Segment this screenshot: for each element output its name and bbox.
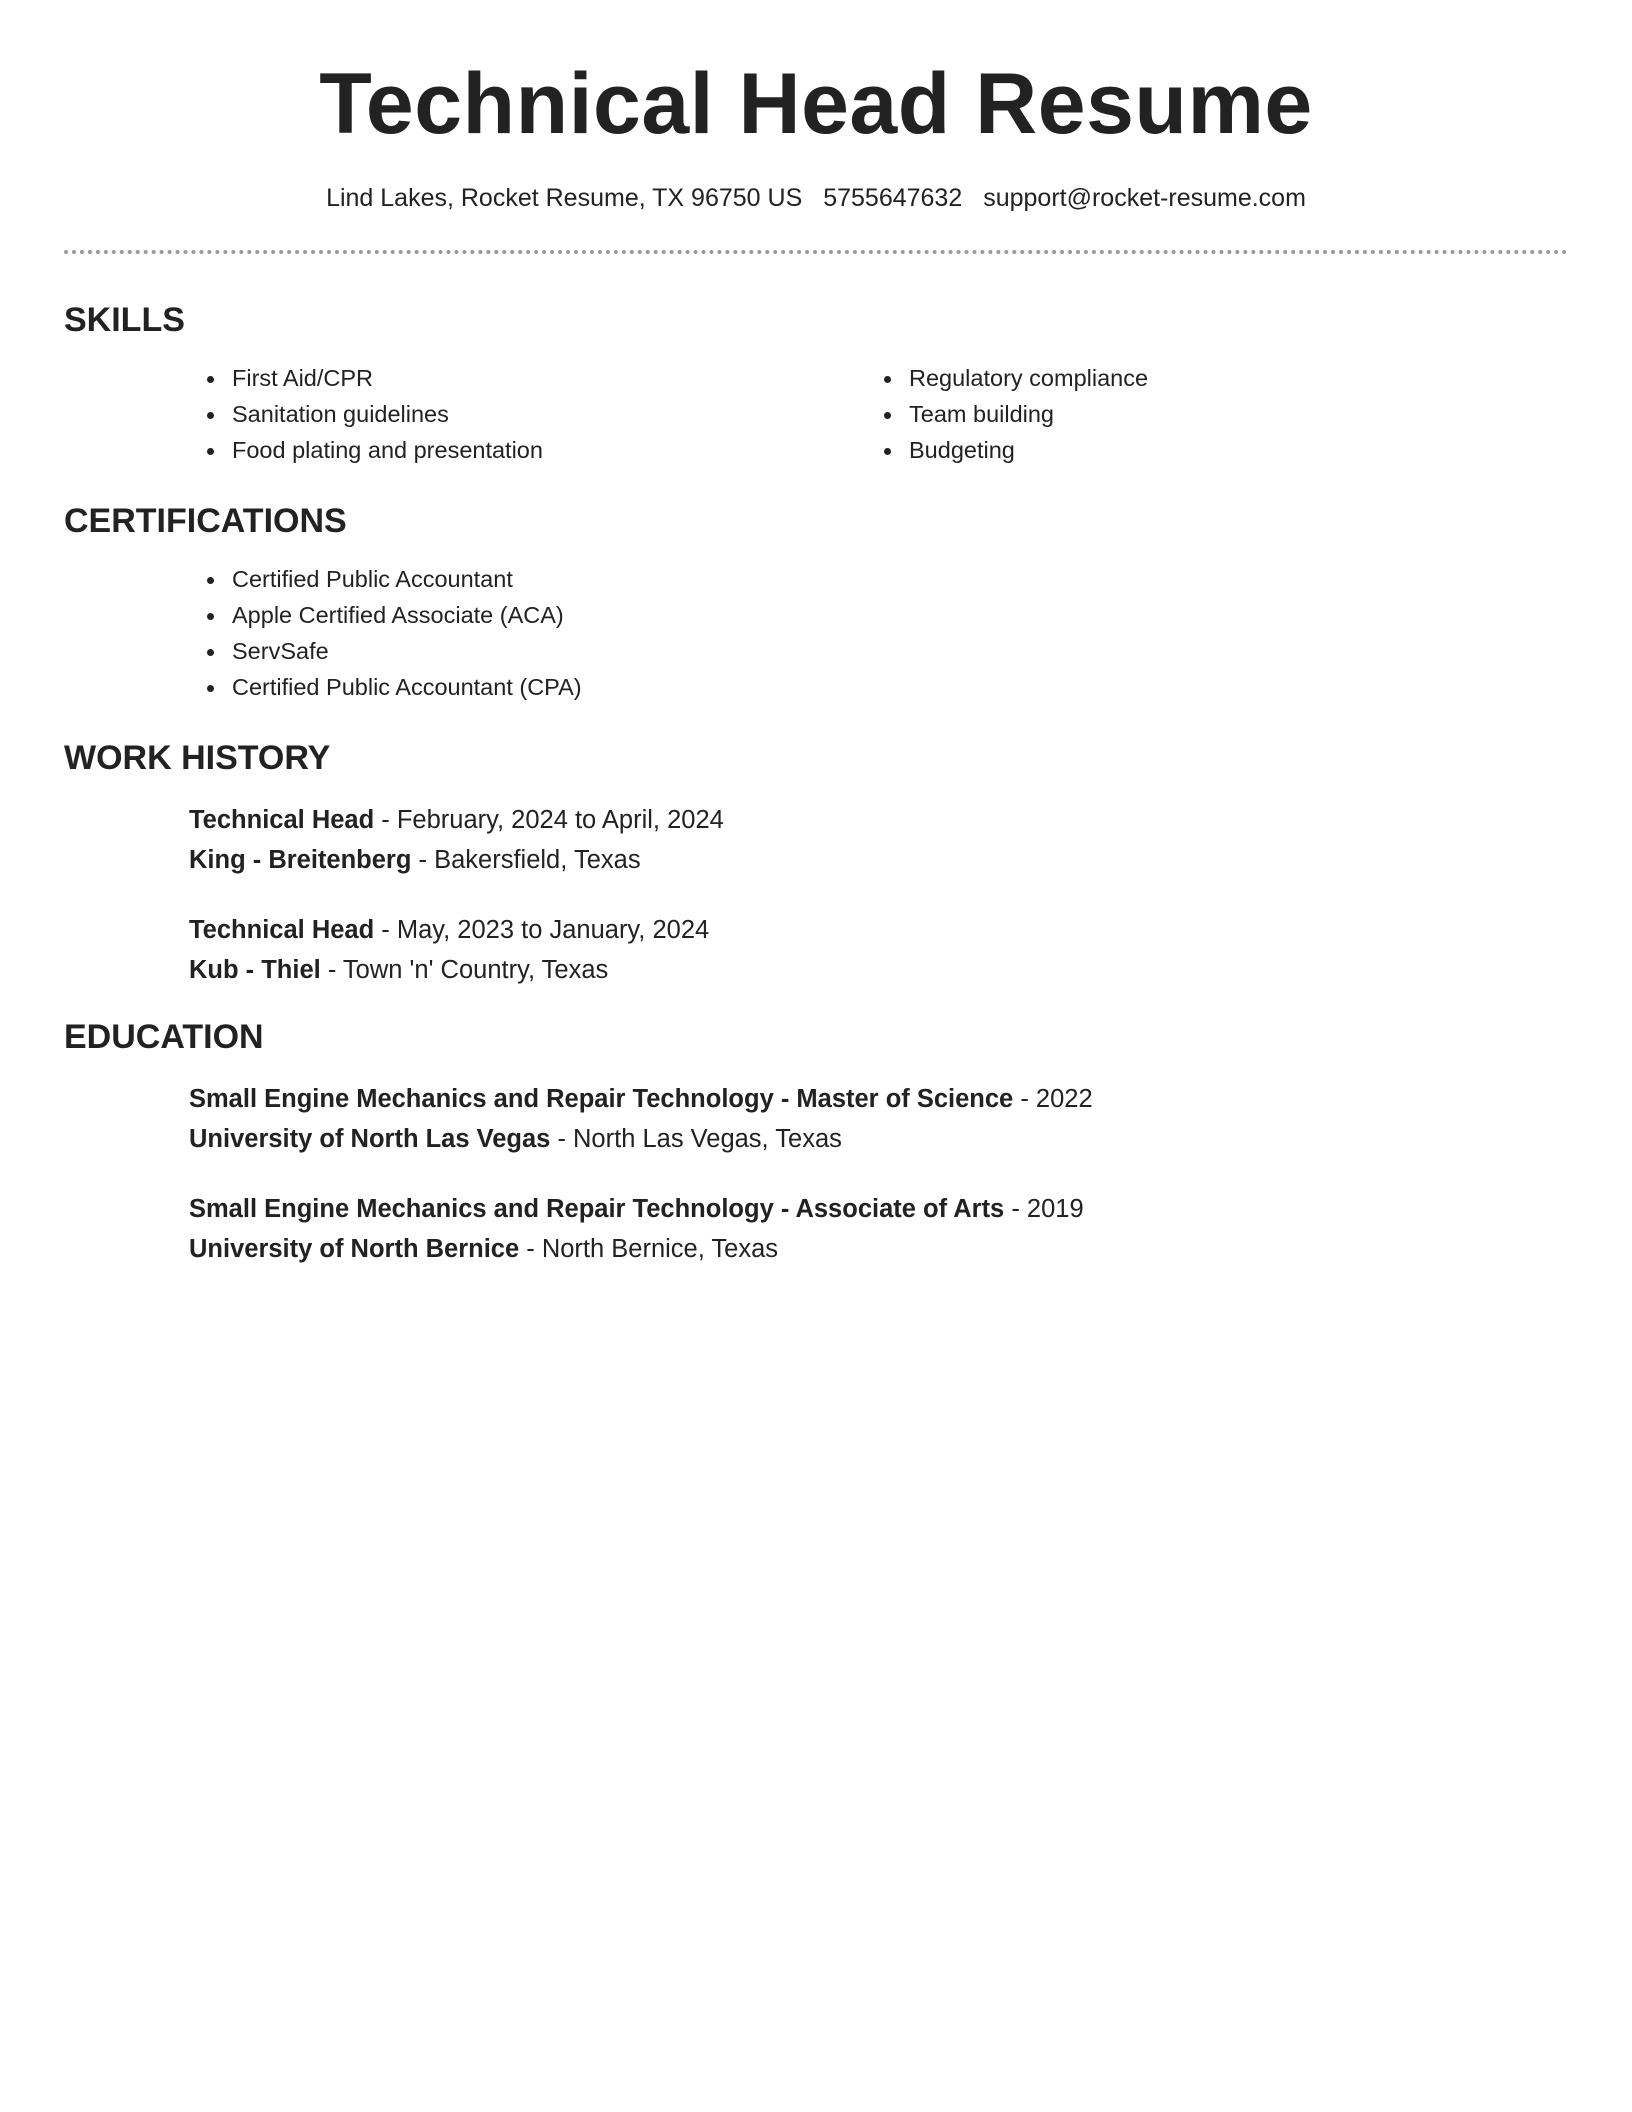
graduation-year: - 2019 bbox=[1004, 1195, 1084, 1223]
education-entry bbox=[64, 1189, 1568, 1269]
work-entry-company-line bbox=[189, 840, 1568, 880]
skills-grid bbox=[64, 360, 1568, 468]
degree-name: Small Engine Mechanics and Repair Technology - Master of Science bbox=[189, 1085, 1014, 1113]
education-entries bbox=[64, 1079, 1568, 1269]
company-location: - Town 'n' Country, Texas bbox=[320, 956, 609, 984]
work-entry bbox=[64, 910, 1568, 990]
education-degree-line bbox=[189, 1189, 1568, 1229]
work-history-heading: WORK HISTORY bbox=[64, 739, 331, 777]
company-location: - Bakersfield, Texas bbox=[411, 846, 641, 874]
job-title: Technical Head bbox=[189, 806, 375, 834]
school-location: - North Las Vegas, Texas bbox=[550, 1125, 842, 1153]
company-name: King - Breitenberg bbox=[189, 846, 412, 874]
work-entry-title-line bbox=[189, 910, 1568, 950]
education-entry bbox=[64, 1079, 1568, 1159]
skills-column-right bbox=[741, 360, 1418, 468]
education-school-line bbox=[189, 1119, 1568, 1159]
job-dates: - May, 2023 to January, 2024 bbox=[374, 916, 710, 944]
certification-item: Certified Public Accountant (CPA) bbox=[64, 669, 1568, 705]
certification-item: Certified Public Accountant bbox=[64, 561, 1568, 597]
education-school-line bbox=[189, 1229, 1568, 1269]
education-degree-line bbox=[189, 1079, 1568, 1119]
skill-item: Budgeting bbox=[741, 432, 1418, 468]
school-location: - North Bernice, Texas bbox=[519, 1235, 779, 1263]
work-entry-company-line bbox=[189, 950, 1568, 990]
skill-item: Team building bbox=[741, 396, 1418, 432]
job-dates: - February, 2024 to April, 2024 bbox=[374, 806, 724, 834]
header-divider bbox=[64, 250, 1568, 254]
contact-email: support@rocket-resume.com bbox=[983, 184, 1306, 212]
certification-item: Apple Certified Associate (ACA) bbox=[64, 597, 1568, 633]
contact-phone: 5755647632 bbox=[823, 184, 963, 212]
skill-item: First Aid/CPR bbox=[64, 360, 741, 396]
work-history-section bbox=[64, 738, 1568, 990]
education-section bbox=[64, 1017, 1568, 1269]
skills-section bbox=[64, 300, 1568, 468]
company-name: Kub - Thiel bbox=[189, 956, 321, 984]
job-title: Technical Head bbox=[189, 916, 375, 944]
work-entry bbox=[64, 800, 1568, 880]
contact-line bbox=[0, 183, 1632, 213]
certifications-section bbox=[64, 501, 1568, 705]
school-name: University of North Las Vegas bbox=[189, 1125, 551, 1153]
skill-item: Food plating and presentation bbox=[64, 432, 741, 468]
skills-heading: SKILLS bbox=[64, 301, 185, 339]
resume-title: Technical Head Resume bbox=[319, 56, 1313, 152]
work-entry-title-line bbox=[189, 800, 1568, 840]
work-entries bbox=[64, 800, 1568, 990]
skill-item: Sanitation guidelines bbox=[64, 396, 741, 432]
contact-address: Lind Lakes, Rocket Resume, TX 96750 US bbox=[326, 184, 803, 212]
certification-item: ServSafe bbox=[64, 633, 1568, 669]
graduation-year: - 2022 bbox=[1013, 1085, 1093, 1113]
skill-item: Regulatory compliance bbox=[741, 360, 1418, 396]
school-name: University of North Bernice bbox=[189, 1235, 520, 1263]
degree-name: Small Engine Mechanics and Repair Technology - Associate of Arts bbox=[189, 1195, 1005, 1223]
education-heading: EDUCATION bbox=[64, 1018, 264, 1056]
certifications-heading: CERTIFICATIONS bbox=[64, 502, 347, 540]
skills-column-left bbox=[64, 360, 741, 468]
